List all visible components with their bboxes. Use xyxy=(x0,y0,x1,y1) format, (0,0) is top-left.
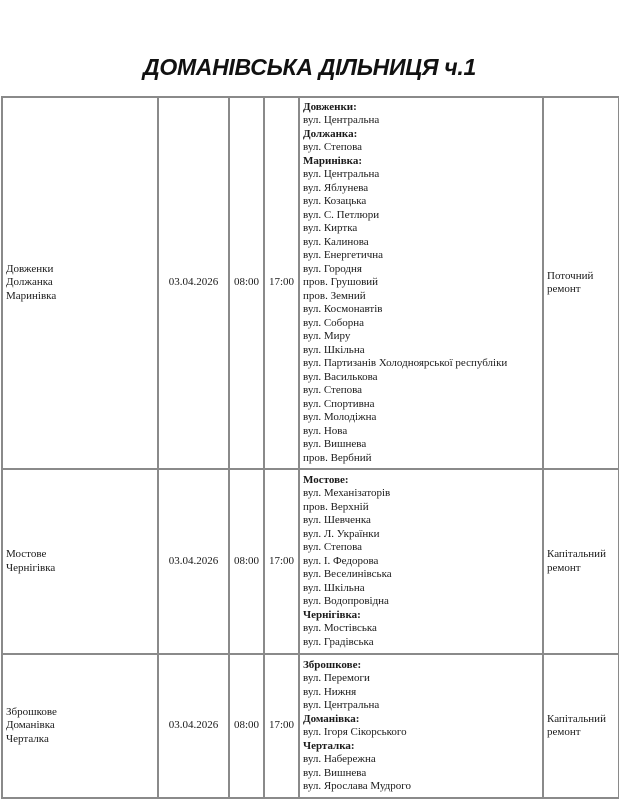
page-title: ДОМАНІВСЬКА ДІЛЬНИЦЯ ч.1 xyxy=(143,54,476,80)
settlement-heading: Мостове: xyxy=(303,473,349,486)
time-from-cell: 08:00 xyxy=(229,97,264,469)
settlements-cell xyxy=(2,97,158,469)
street-item: вул. Соборна xyxy=(303,316,365,329)
street-item: вул. Центральна xyxy=(303,114,380,127)
street-item: вул. Енергетична xyxy=(303,249,384,262)
street-item: вул. Партизанів Холодноярської республіки xyxy=(303,357,508,370)
streets-cell xyxy=(299,469,543,654)
street-item: вул. Центральна xyxy=(303,699,380,711)
street-item: вул. Киртка xyxy=(303,222,358,235)
street-item: вул. Ігоря Сікорського xyxy=(303,726,407,738)
street-item: пров. Земний xyxy=(303,289,366,302)
work-type-cell: Капітальний ремонт xyxy=(543,469,619,654)
street-item: вул. Веселинівська xyxy=(303,568,392,581)
outage-schedule-table xyxy=(1,96,619,799)
table-row xyxy=(2,97,619,469)
street-item: вул. Шкільна xyxy=(303,343,365,356)
street-item: вул. Яблунева xyxy=(303,181,369,194)
street-item: вул. Механізаторів xyxy=(303,487,391,500)
street-item: вул. Спортивна xyxy=(303,397,375,410)
street-item: вул. Калинова xyxy=(303,235,369,248)
settlement-name: Мостове xyxy=(6,548,47,560)
date-cell: 03.04.2026 xyxy=(158,97,229,469)
street-item: вул. Перемоги xyxy=(303,672,370,684)
settlement-name: Довженки xyxy=(6,262,54,275)
settlement-name: Зброшкове xyxy=(6,705,57,718)
street-item: вул. Василькова xyxy=(303,370,378,383)
settlement-name: Должанка xyxy=(6,276,53,289)
table-body xyxy=(2,97,619,798)
settlement-heading: Должанка: xyxy=(303,127,358,140)
settlement-heading: Доманівка: xyxy=(303,712,360,725)
settlement-name: Доманівка xyxy=(6,719,55,732)
street-item: пров. Верхній xyxy=(303,500,369,513)
street-item: вул. Степова xyxy=(303,541,363,554)
streets-cell xyxy=(299,97,543,469)
street-item: вул. Градівська xyxy=(303,635,374,648)
settlement-heading: Маринівка: xyxy=(303,154,363,167)
street-item: вул. С. Петлюри xyxy=(303,208,380,221)
street-item: вул. Вишнева xyxy=(303,766,367,779)
street-item: пров. Вербний xyxy=(303,451,372,464)
street-item: вул. І. Федорова xyxy=(303,554,379,567)
time-to-cell: 17:00 xyxy=(264,469,299,654)
street-item: вул. Молодіжна xyxy=(303,411,377,424)
settlements-cell xyxy=(2,469,158,654)
street-item: вул. Центральна xyxy=(303,168,380,181)
street-item: вул. Степова xyxy=(303,141,363,154)
settlement-heading: Довженки: xyxy=(303,100,357,113)
street-item: вул. Козацька xyxy=(303,195,367,208)
settlement-name: Черталка xyxy=(6,732,49,745)
time-to-cell: 17:00 xyxy=(264,654,299,798)
settlement-name: Чернігівка xyxy=(6,561,56,574)
table-row xyxy=(2,654,619,798)
time-to-cell: 17:00 xyxy=(264,97,299,469)
street-item: вул. Л. Українки xyxy=(303,527,380,540)
street-item: вул. Миру xyxy=(303,330,351,343)
street-item: вул. Мостівська xyxy=(303,622,377,635)
street-item: вул. Набережна xyxy=(303,753,376,765)
street-item: вул. Вишнева xyxy=(303,438,367,451)
street-item: вул. Нижня xyxy=(303,685,357,698)
settlement-name: Маринівка xyxy=(6,289,57,302)
table-row xyxy=(2,469,619,654)
street-item: вул. Нова xyxy=(303,424,348,437)
time-from-cell: 08:00 xyxy=(229,469,264,654)
street-item: вул. Городня xyxy=(303,262,362,275)
street-item: вул. Степова xyxy=(303,384,363,397)
street-item: вул. Шкільна xyxy=(303,581,365,594)
street-item: вул. Ярослава Мудрого xyxy=(303,780,412,792)
street-item: вул. Водопровідна xyxy=(303,595,389,608)
date-cell: 03.04.2026 xyxy=(158,469,229,654)
date-cell: 03.04.2026 xyxy=(158,654,229,798)
street-item: вул. Космонавтів xyxy=(303,303,383,316)
street-item: вул. Шевченка xyxy=(303,514,371,527)
work-type-cell: Поточний ремонт xyxy=(543,97,619,469)
work-type-cell: Капітальний ремонт xyxy=(543,654,619,798)
street-item: пров. Грушовий xyxy=(303,276,379,289)
settlement-heading: Зброшкове: xyxy=(303,658,362,671)
settlement-heading: Чернігівка: xyxy=(303,608,361,621)
settlements-cell xyxy=(2,654,158,798)
time-from-cell: 08:00 xyxy=(229,654,264,798)
streets-cell xyxy=(299,654,543,798)
settlement-heading: Черталка: xyxy=(303,739,355,752)
